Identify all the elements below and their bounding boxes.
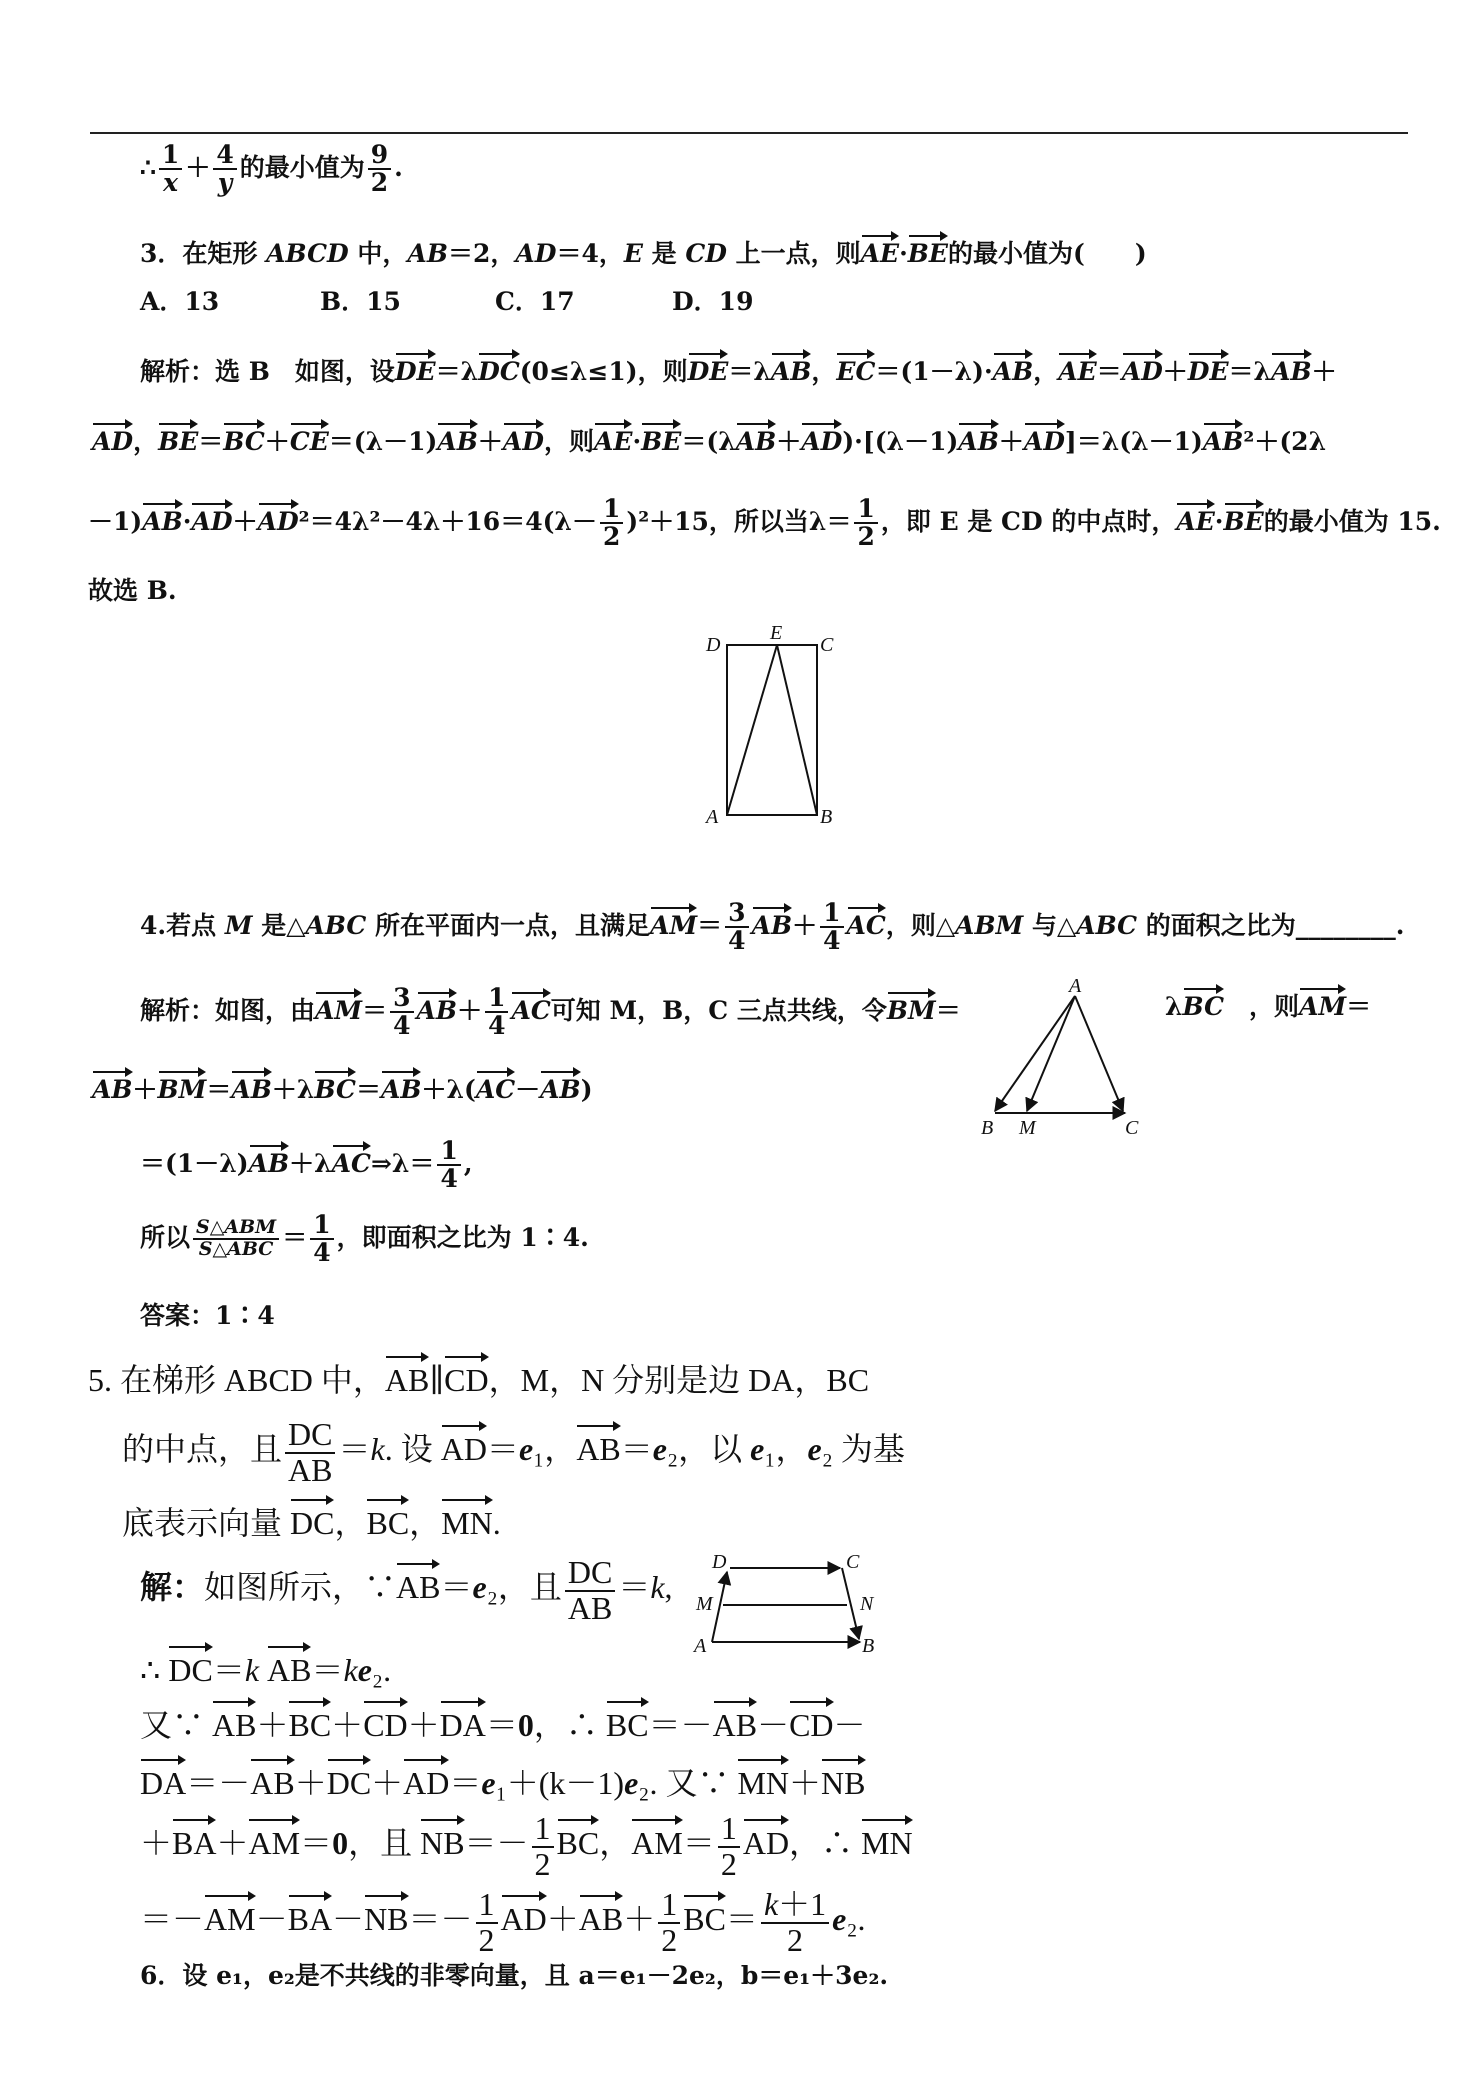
label-b: B bbox=[820, 806, 833, 828]
label-d: D bbox=[712, 1551, 727, 1573]
q3-analysis-line-1: 解析：选 B 如图，设DE＝λDC(0≤λ≤1)，则DE＝λAB，EC＝(1－λ)·AB，AE＝AD＋DE＝λAB＋ bbox=[140, 350, 1337, 388]
q4-analysis-line-1: 解析：如图，由AM＝ $\frac{3}{4}$ AB＋ $\frac{1}{4}$ AC可知 M，B，C 三点共线，令BM＝ bbox=[140, 983, 961, 1041]
q5-solution-line-1: 解：如图所示，∵AB＝e₂，且 $\frac{DC}{AB}$ ＝k, bbox=[140, 1554, 673, 1626]
q4-analysis-line-2: AB＋BM＝AB＋λBC＝AB＋λ(AC－AB) bbox=[92, 1068, 593, 1106]
q3-option-a: A．13 bbox=[140, 287, 220, 316]
rectangle-figure bbox=[700, 625, 860, 835]
label-b: B bbox=[862, 1635, 875, 1657]
q3-analysis-line-4: 故选 B. bbox=[88, 576, 177, 605]
label-c: C bbox=[846, 1551, 860, 1573]
label-a: A bbox=[1069, 978, 1082, 997]
previous-answer-line: ∴ $\frac{1}{x}$ ＋ $\frac{4}{y}$ 的最小值为 $\frac{9}{2}$ . bbox=[140, 140, 403, 198]
q3-option-b: B．15 bbox=[320, 287, 401, 316]
label-a: A bbox=[694, 1635, 707, 1657]
q5-solution-line-2: ∴ DC＝k AB＝ke₂. bbox=[140, 1642, 391, 1690]
q4-answer: 答案：1∶4 bbox=[140, 1301, 275, 1330]
q3-analysis-line-3: －1)AB·AD＋AD²＝4λ²－4λ＋16＝4(λ－ $\frac{1}{2}$ )²＋15，所以当λ＝ $\frac{1}{2}$ ，即 E 是 CD 的中点时，AE·BE的最小值为 15. bbox=[88, 494, 1441, 552]
label-b: B bbox=[981, 1117, 994, 1138]
q4-analysis-line-4: 所以 $\frac{\text{S△ABM}}{\text{S△ABC}}$ ＝ $\frac{1}{4}$ ，即面积之比为 1∶4. bbox=[140, 1210, 589, 1268]
label-n: N bbox=[860, 1593, 874, 1615]
label-m: M bbox=[696, 1593, 713, 1615]
triangle-figure bbox=[975, 978, 1155, 1138]
q3-option-d: D．19 bbox=[672, 287, 754, 316]
q5-solution-line-5: ＋BA＋AM＝0，且 NB＝－ $\frac{1}{2}$ BC，AM＝ $\frac{1}{2}$ AD，∴ MN bbox=[140, 1810, 913, 1882]
question-5-line-3: 底表示向量 DC，BC，MN. bbox=[122, 1495, 501, 1543]
label-d: D bbox=[706, 634, 721, 656]
question-3: 3．在矩形 ABCD 中，AB＝2，AD＝4，E 是 CD 上一点，则AE·BE的最小值为( ) bbox=[140, 232, 1147, 270]
label-c: C bbox=[1125, 1117, 1139, 1138]
label-e: E bbox=[770, 625, 783, 644]
label-m: M bbox=[1019, 1117, 1036, 1138]
q3-analysis-line-2: AD，BE＝BC＋CE＝(λ－1)AB＋AD，则AE·BE＝(λAB＋AD)·[(λ－1)AB＋AD]＝λ(λ－1)AB²＋(2λ bbox=[92, 420, 1326, 458]
label-c: C bbox=[820, 634, 834, 656]
q5-solution-line-3: 又∵ AB＋BC＋CD＋DA＝0，∴ BC＝－AB－CD－ bbox=[140, 1697, 866, 1745]
question-5-line-2: 的中点，且 $\frac{DC}{AB}$ ＝k. 设 AD＝e₁，AB＝e₂，以 e₁，e₂ 为基 bbox=[122, 1416, 905, 1488]
trapezoid-figure bbox=[690, 1550, 900, 1660]
question-4: 4.若点 M 是△ABC 所在平面内一点，且满足AM＝ $\frac{3}{4}$ AB＋ $\frac{1}{4}$ AC，则△ABM 与△ABC 的面积之比为________. bbox=[140, 898, 1405, 956]
q3-option-c: C．17 bbox=[495, 287, 575, 316]
q5-solution-line-6: ＝－AM－BA－NB＝－ $\frac{1}{2}$ AD＋AB＋ $\frac{1}{2}$ BC＝ $\frac{k+1}{2}$ e₂. bbox=[140, 1886, 866, 1958]
question-5-line-1: 5. 在梯形 ABCD 中，AB∥CD，M，N 分别是边 DA，BC bbox=[88, 1352, 869, 1400]
q4-analysis-line-1-right: λBC ，则AM＝ bbox=[1165, 985, 1371, 1023]
q4-analysis-line-3: ＝(1－λ)AB＋λAC⇒λ＝ $\frac{1}{4}$ , bbox=[140, 1136, 473, 1194]
question-6: 6．设 e₁，e₂是不共线的非零向量，且 a＝e₁－2e₂，b＝e₁＋3e₂. bbox=[140, 1961, 889, 1990]
label-a: A bbox=[706, 806, 719, 828]
top-rule bbox=[90, 132, 1408, 134]
q5-solution-line-4: DA＝－AB＋DC＋AD＝e₁＋(k－1)e₂. 又∵ MN＋NB bbox=[140, 1755, 866, 1803]
